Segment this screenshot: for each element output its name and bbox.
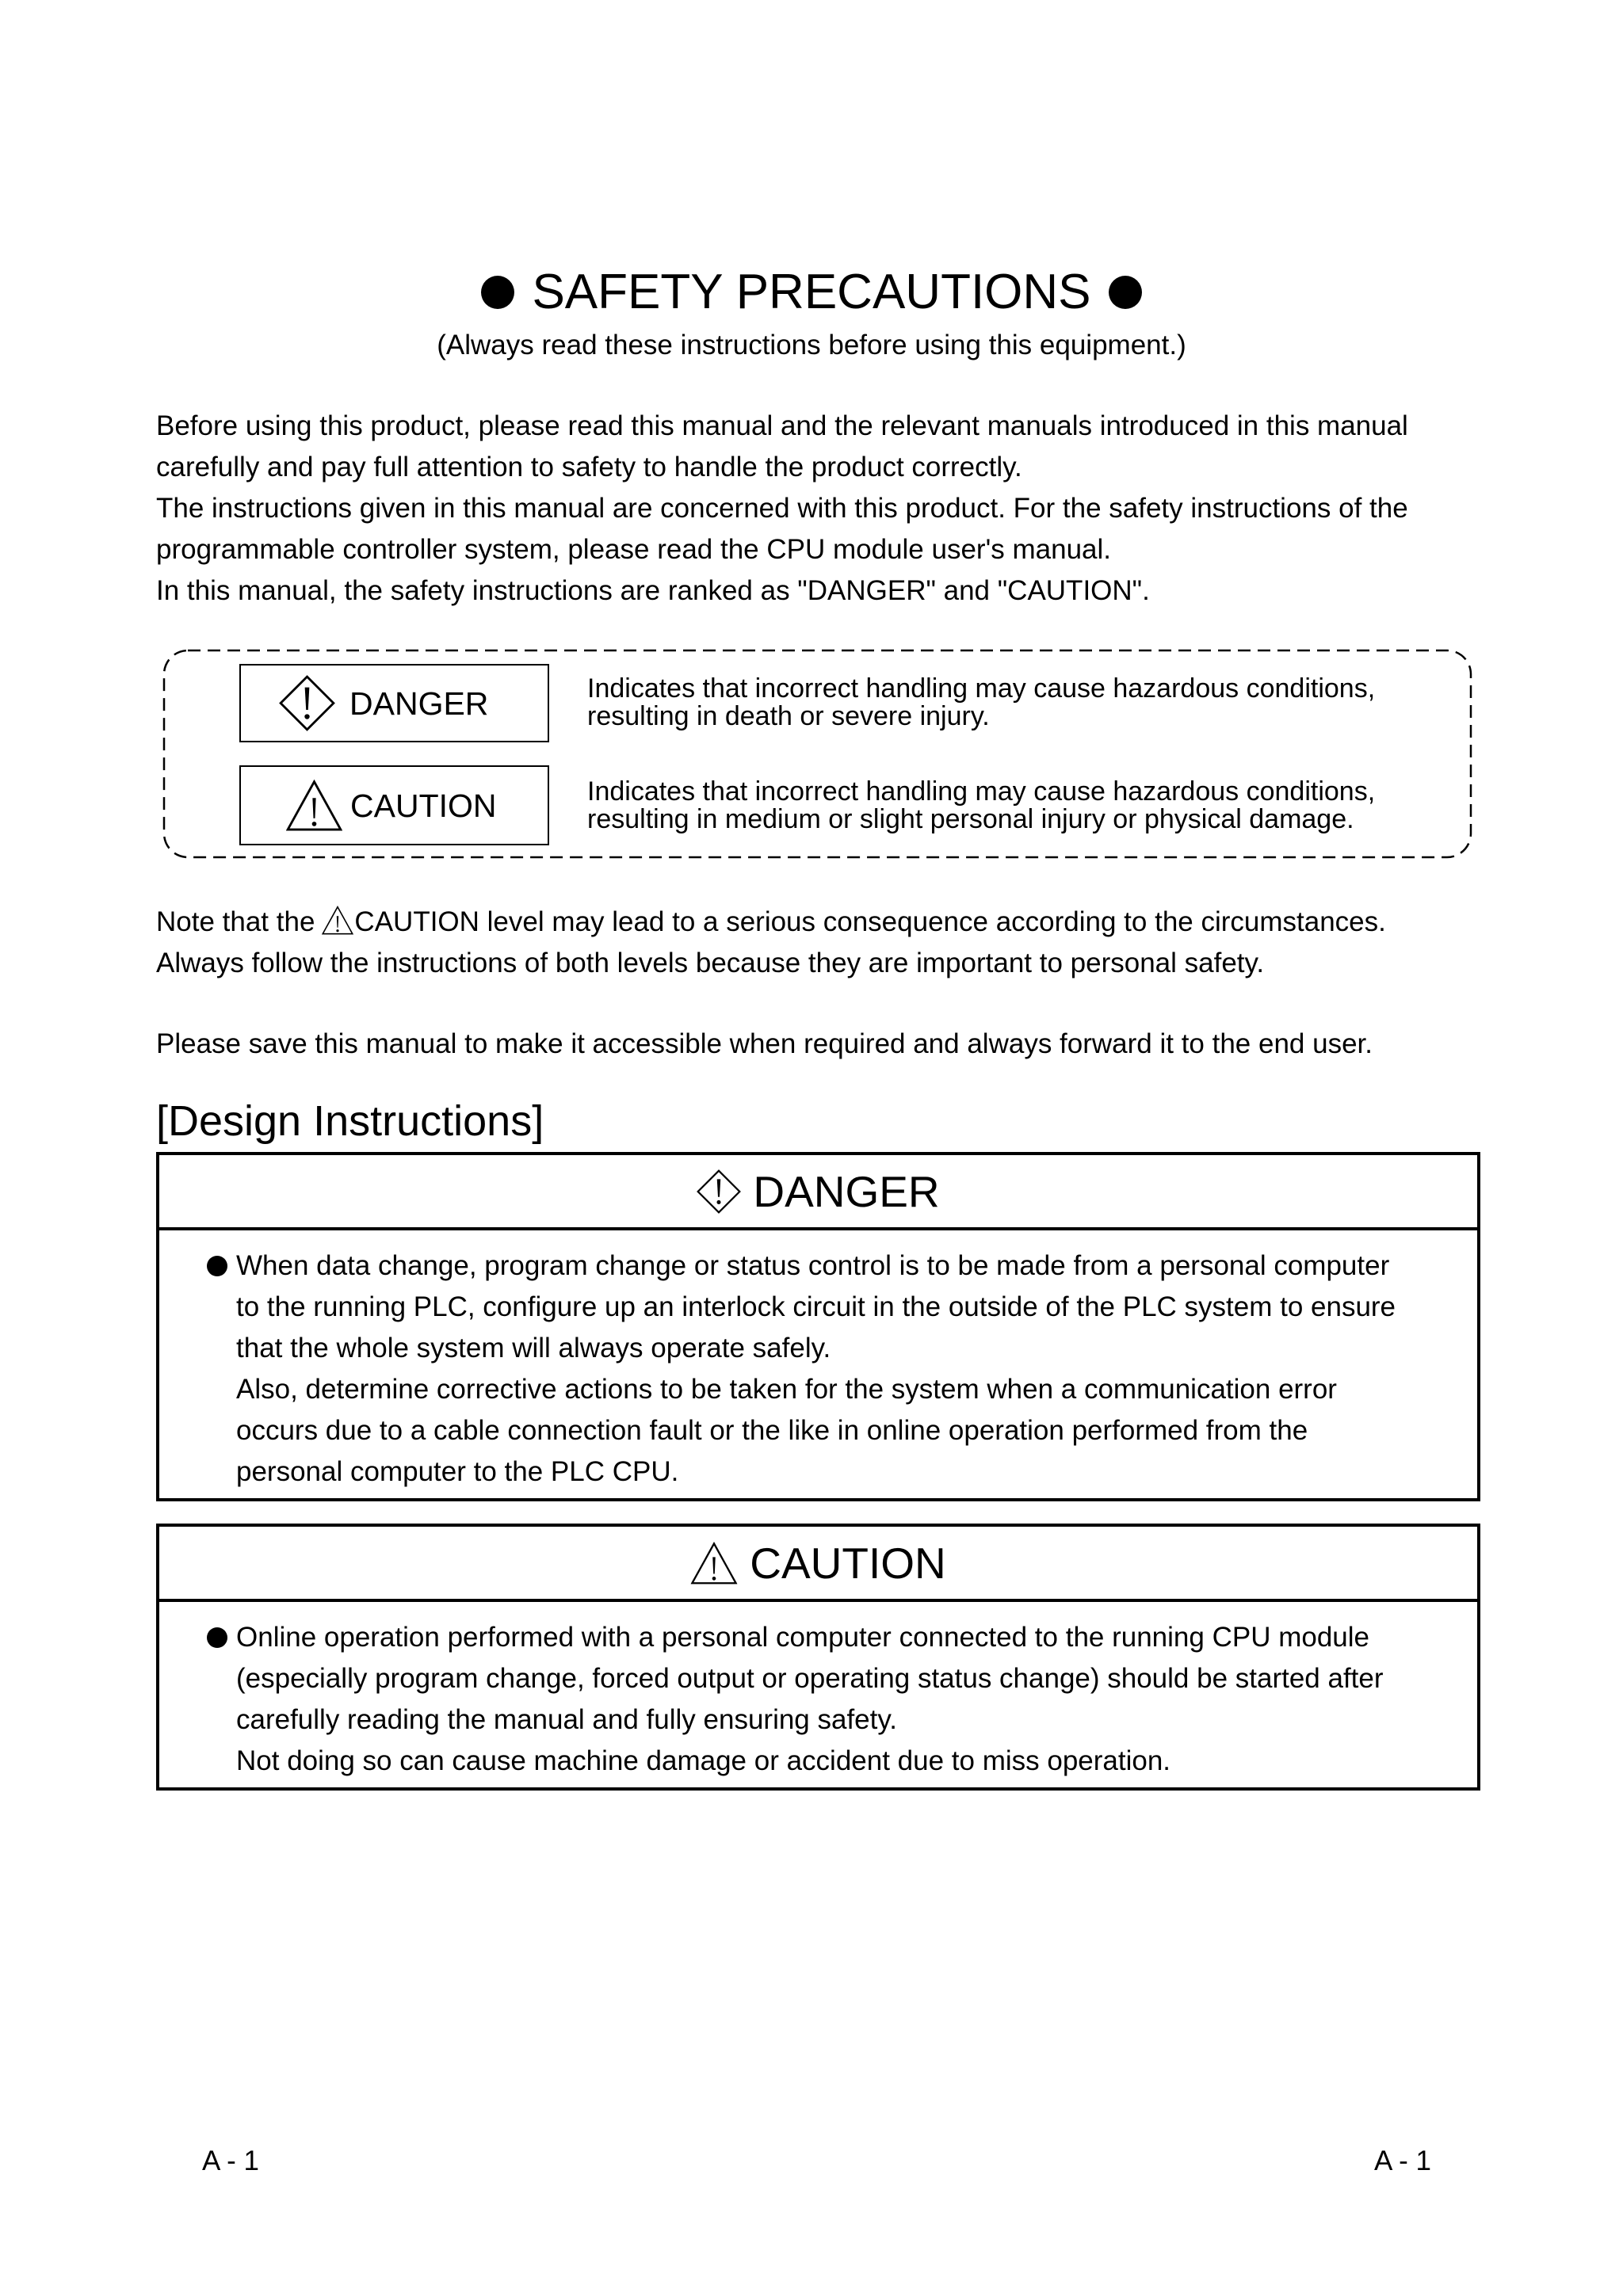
- intro-line: The instructions given in this manual are concerned with this product. For the safety instructions of the: [156, 493, 1408, 524]
- instruction-line: Online operation performed with a personal computer connected to the running CPU module: [236, 1622, 1369, 1653]
- intro-line: In this manual, the safety instructions are ranked as "DANGER" and "CAUTION".: [156, 575, 1150, 606]
- description-line: Indicates that incorrect handling may cause hazardous conditions,: [587, 673, 1376, 704]
- note-line: [156, 902, 1386, 943]
- danger-block-body: [159, 1230, 1477, 1493]
- note-prefix: Note that the: [156, 906, 315, 937]
- danger-instruction-block: [156, 1152, 1480, 1501]
- caution-block-header: [159, 1527, 1477, 1602]
- note-line: Always follow the instructions of both levels because they are important to personal safety.: [156, 948, 1265, 978]
- caution-triangle-icon: [690, 1542, 738, 1585]
- save-notice-text: Please save this manual to make it accessible when required and always forward it to the end user.: [156, 1028, 1373, 1059]
- save-notice: [156, 1024, 1373, 1065]
- caution-triangle-icon: [286, 779, 342, 832]
- bullet-icon: [207, 1627, 227, 1648]
- bullet-icon: [207, 1256, 227, 1276]
- note-rest: CAUTION level may lead to a serious consequence according to the circumstances.: [354, 906, 1386, 937]
- filled-circle-icon: [481, 276, 514, 309]
- description-line: resulting in medium or slight personal injury or physical damage.: [587, 804, 1354, 834]
- section-title: [Design Instructions]: [156, 1097, 544, 1145]
- caution-note: [156, 902, 1386, 984]
- legend-caution-description: [587, 778, 1375, 833]
- description-line: resulting in death or severe injury.: [587, 701, 990, 731]
- page-title: [0, 264, 1623, 321]
- intro-paragraph: [156, 406, 1408, 612]
- instruction-line: (especially program change, forced output or operating status change) should be started after: [236, 1663, 1384, 1694]
- caution-block-body: [159, 1602, 1477, 1782]
- instruction-line: Not doing so can cause machine damage or accident due to miss operation.: [236, 1745, 1171, 1776]
- intro-line: Before using this product, please read this manual and the relevant manuals introduced in this manual: [156, 410, 1408, 441]
- legend-danger-box: [239, 664, 549, 742]
- legend-danger-description: [587, 675, 1375, 730]
- instruction-line: personal computer to the PLC CPU.: [236, 1456, 679, 1487]
- danger-block-label: DANGER: [753, 1166, 940, 1216]
- instruction-line: occurs due to a cable connection fault or the like in online operation performed from the: [236, 1415, 1308, 1446]
- title-text: SAFETY PRECAUTIONS: [532, 265, 1091, 319]
- filled-circle-icon: [1109, 276, 1142, 309]
- instruction-line: to the running PLC, configure up an interlock circuit in the outside of the PLC system to ensure: [236, 1291, 1396, 1322]
- intro-line: carefully and pay full attention to safety to handle the product correctly.: [156, 452, 1022, 482]
- danger-diamond-icon: [697, 1169, 741, 1214]
- instruction-line: Also, determine corrective actions to be taken for the system when a communication error: [236, 1374, 1337, 1405]
- danger-diamond-icon: [279, 675, 335, 731]
- intro-line: programmable controller system, please read the CPU module user's manual.: [156, 534, 1112, 565]
- caution-block-label: CAUTION: [750, 1538, 946, 1588]
- instruction-line: When data change, program change or status control is to be made from a personal computer: [236, 1250, 1390, 1281]
- description-line: Indicates that incorrect handling may cause hazardous conditions,: [587, 776, 1376, 807]
- legend-caution-label: CAUTION: [350, 787, 497, 824]
- danger-block-header: [159, 1155, 1477, 1230]
- caution-triangle-icon: [322, 906, 353, 935]
- instruction-line: that the whole system will always operate safely.: [236, 1333, 831, 1363]
- instruction-line: carefully reading the manual and fully ensuring safety.: [236, 1704, 898, 1735]
- page-number-left: A - 1: [202, 2145, 259, 2176]
- caution-instruction-block: [156, 1524, 1480, 1791]
- page-subtitle: (Always read these instructions before using this equipment.): [437, 330, 1186, 360]
- legend-caution-box: [239, 765, 549, 845]
- legend-danger-label: DANGER: [349, 685, 489, 722]
- page-number-right: A - 1: [1374, 2145, 1431, 2176]
